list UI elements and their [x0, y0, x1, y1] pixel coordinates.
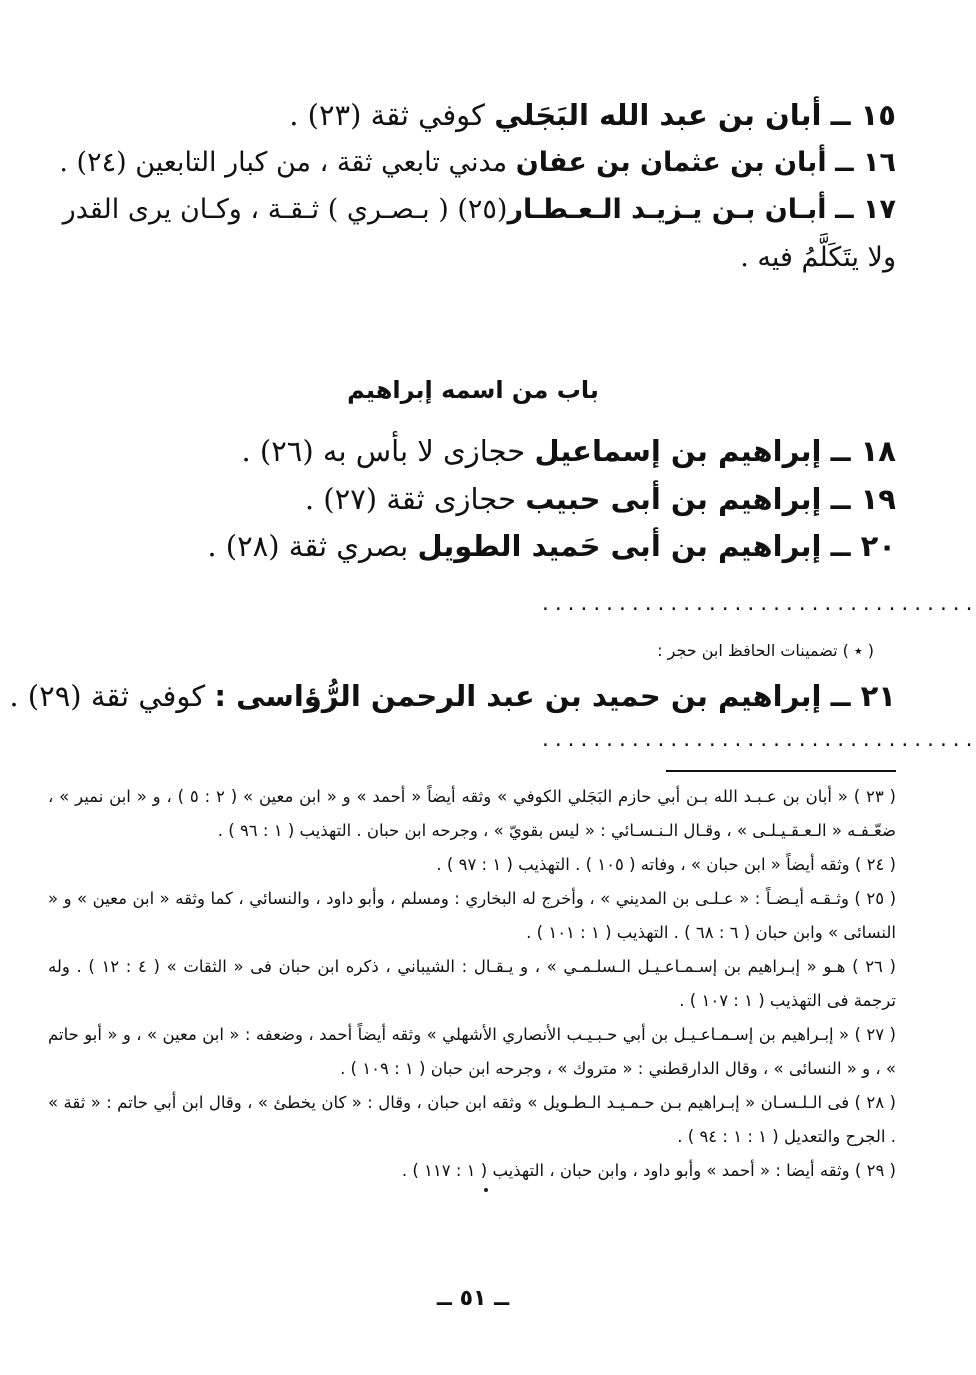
- entry-17: [46, 188, 896, 232]
- dotted-separator-top: ..................................: [540, 594, 976, 615]
- footnote-27: ( ٢٧ ) « إبـراهيم بن إسـمـاعـيـل بن أبي حـبـيـب الأنصاري الأشهلي » وثقه أيضاً أحمد ، وضعفه : « ابن معين » ، و « أبو حاتم » ، و « النسائى » ، وقال الدارقطني : « متروك » ، وجرحه ابن حبان ( ١ : ١٠٩ ) .: [48, 1025, 896, 1078]
- entry-number: ١٦ ــ: [835, 147, 896, 178]
- narrator-name: إبراهيم بن أبى حبيب: [525, 482, 822, 516]
- entry-18: [46, 428, 896, 474]
- footnote-rule: [666, 770, 896, 772]
- narrator-name: إبراهيم بن إسماعيل: [534, 434, 822, 468]
- entry-17-continuation: ولا يتَكَلَّمُ فيه .: [740, 242, 896, 273]
- entry-20: [46, 523, 896, 569]
- entry-15: [46, 92, 896, 138]
- narrator-grade: كوفي ثقة (٢٩) .: [9, 679, 215, 713]
- entry-number: ٢٠ ــ: [830, 529, 896, 563]
- narrator-grade: حجازى لا بأس به (٢٦) .: [241, 434, 535, 468]
- entry-19: [46, 476, 896, 522]
- entry-number: ٢١ ــ: [830, 679, 896, 713]
- dotted-separator-bottom: ..................................: [540, 730, 976, 751]
- narrator-name: أبان بن عثمان بن عفان: [515, 147, 827, 178]
- insertion-note: ( ٭ ) تضمينات الحافظ ابن حجر :: [657, 641, 874, 660]
- narrator-name: إبراهيم بن أبى حَميد الطويل: [417, 529, 822, 563]
- footnote-25: ( ٢٥ ) وثـقـه أيـضـاً : « عـلـى بن المديني » ، وأخرج له البخاري : ومسلم ، وأبو داود ، والنسائي ، كما وثقه « ابن معين » و « النسائى » وابن حبان ( ٦ : ٦٨ ) . التهذيب ( ١ : ١٠١ ) .: [48, 889, 897, 942]
- entry-number: ١٧ ــ: [835, 194, 896, 225]
- narrator-name: أبـان بـن يـزيـد الـعـطـار: [507, 194, 827, 225]
- narrator-grade: حجازى ثقة (٢٧) .: [304, 482, 526, 516]
- narrator-grade: مدني تابعي ثقة ، من كبار التابعين (٢٤) .: [59, 147, 516, 178]
- footnote-24: ( ٢٤ ) وثقه أيضاً « ابن حبان » ، وفاته ( ١٠٥ ) . التهذيب ( ١ : ٩٧ ) .: [436, 855, 896, 874]
- narrator-name: أبان بن عبد الله البَجَلي: [494, 98, 822, 132]
- narrator-name: إبراهيم بن حميد بن عبد الرحمن الرُّؤاسى :: [214, 679, 822, 713]
- print-speck: [484, 1188, 488, 1192]
- page-number: ــ ٥١ ــ: [436, 1286, 510, 1311]
- entry-16: [46, 141, 896, 185]
- footnote-26: ( ٢٦ ) هـو « إبـراهيم بن إسـمـاعـيـل الـسلـمـي » ، و يـقـال : الشيباني ، ذكره ابن حبان فى « الثقات » ( ٤ : ١٢ ) . وله ترجمة فى التهذيب ( ١ : ١٠٧ ) .: [48, 957, 896, 1010]
- narrator-grade: بصري ثقة (٢٨) .: [207, 529, 418, 563]
- footnotes: [48, 780, 896, 1188]
- footnote-29: ( ٢٩ ) وثقه أيضا : « أحمد » وأبو داود ، وابن حبان ، التهذيب ( ١ : ١١٧ ) .: [401, 1161, 896, 1180]
- footnote-23: ( ٢٣ ) « أبان بن عـبـد الله بـن أبي حازم البَجَلي الكوفي » وثقه أيضاً « أحمد » و « ابن معين » ( ٢ : ٥ ) ، و « ابن نمير » ، ضعّـفـه « الـعـقـيـلـى » ، وقـال الـنـسـائي : « ليس بقويّ » ، وجرحه ابن حبان . التهذيب ( ١ : ٩٦ ) .: [48, 787, 896, 840]
- entry-21: [9, 673, 896, 719]
- entry-number: ١٨ ــ: [830, 434, 896, 468]
- narrator-grade: كوفي ثقة (٢٣) .: [289, 98, 495, 132]
- section-heading: باب من اسمه إبراهيم: [347, 376, 599, 404]
- narrator-grade: (٢٥) ( بـصـري ) ثـقـة ، وكـان يرى القدر: [62, 194, 508, 225]
- entry-number: ١٩ ــ: [830, 482, 896, 516]
- entry-number: ١٥ ــ: [830, 98, 896, 132]
- footnote-28: ( ٢٨ ) فى الـلـسـان « إبـراهيم بـن حـمـيـد الـطـويل » وثقه ابن حبان ، وقال : « كان يخطئ » ، وقال ابن أبي حاتم : « ثقة » . الجرح والتعديل ( ١ : ١ : ٩٤ ) .: [48, 1093, 896, 1146]
